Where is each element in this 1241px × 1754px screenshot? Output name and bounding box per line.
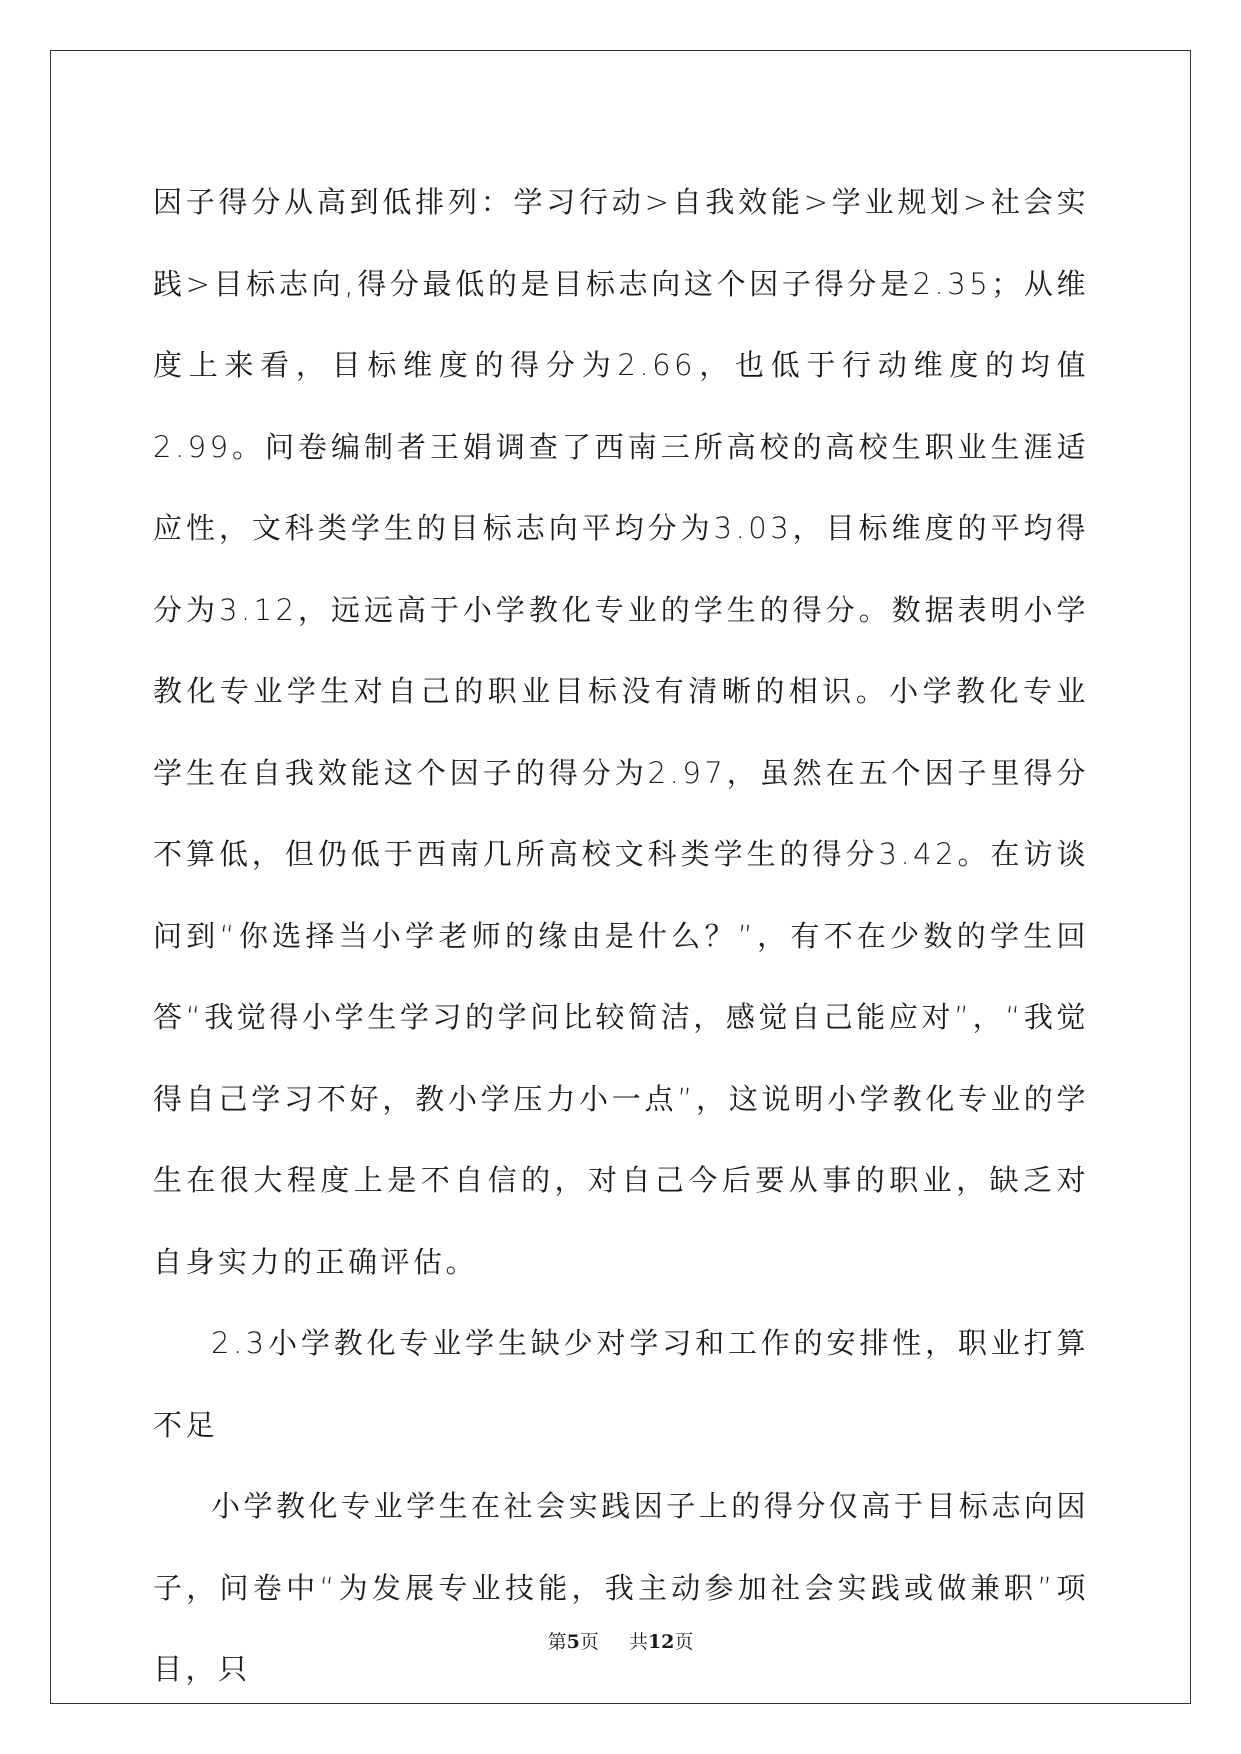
section-heading-2-3: 2.3小学教化专业学生缺少对学习和工作的安排性，职业打算不足 xyxy=(153,1326,1089,1442)
total-prefix: 共 xyxy=(628,1631,648,1653)
paragraph-factor-scores: 因子得分从高到低排列：学习行动>自我效能>学业规划>社会实践>目标志向,得分最低的是目标志向这个因子得分是2.35；从维度上来看，目标维度的得分为2.66，也低于行动维度的均值2.99。问卷编制者王娟调查了西南三所高校的高校生职业生涯适应性，文科类学生的目标志向平均分为3.03，目标维度的平均得分为3.12，远远高于小学教化专业的学生的得分。数据表明小学教化专业学生对自己的职业目标没有清晰的相识。小学教化专业学生在自我效能这个因子的得分为2.97，虽然在五个因子里得分不算低，但仍低于西南几所高校文科类学生的得分3.42。在访谈问到“你选择当小学老师的缘由是什么？”，有不在少数的学生回答“我觉得小学生学习的学问比较简洁，感觉自己能应对”，“我觉得自己学习不好，教小学压力小一点”，这说明小学教化专业的学生在很大程度上是不自信的，对自己今后要从事的职业，缺乏对自身实力的正确评估。 xyxy=(153,185,1089,1279)
page-suffix: 页 xyxy=(579,1631,599,1653)
page-prefix: 第 xyxy=(547,1631,567,1653)
paragraph-social-practice: 小学教化专业学生在社会实践因子上的得分仅高于目标志向因子，问卷中“为发展专业技能，我主动参加社会实践或做兼职”项目，只 xyxy=(153,1489,1089,1686)
total-suffix: 页 xyxy=(674,1631,694,1653)
page-number: 5 xyxy=(566,1631,580,1653)
document-body xyxy=(153,162,1089,1711)
page-footer xyxy=(0,1627,1241,1654)
total-pages: 12 xyxy=(647,1631,675,1653)
